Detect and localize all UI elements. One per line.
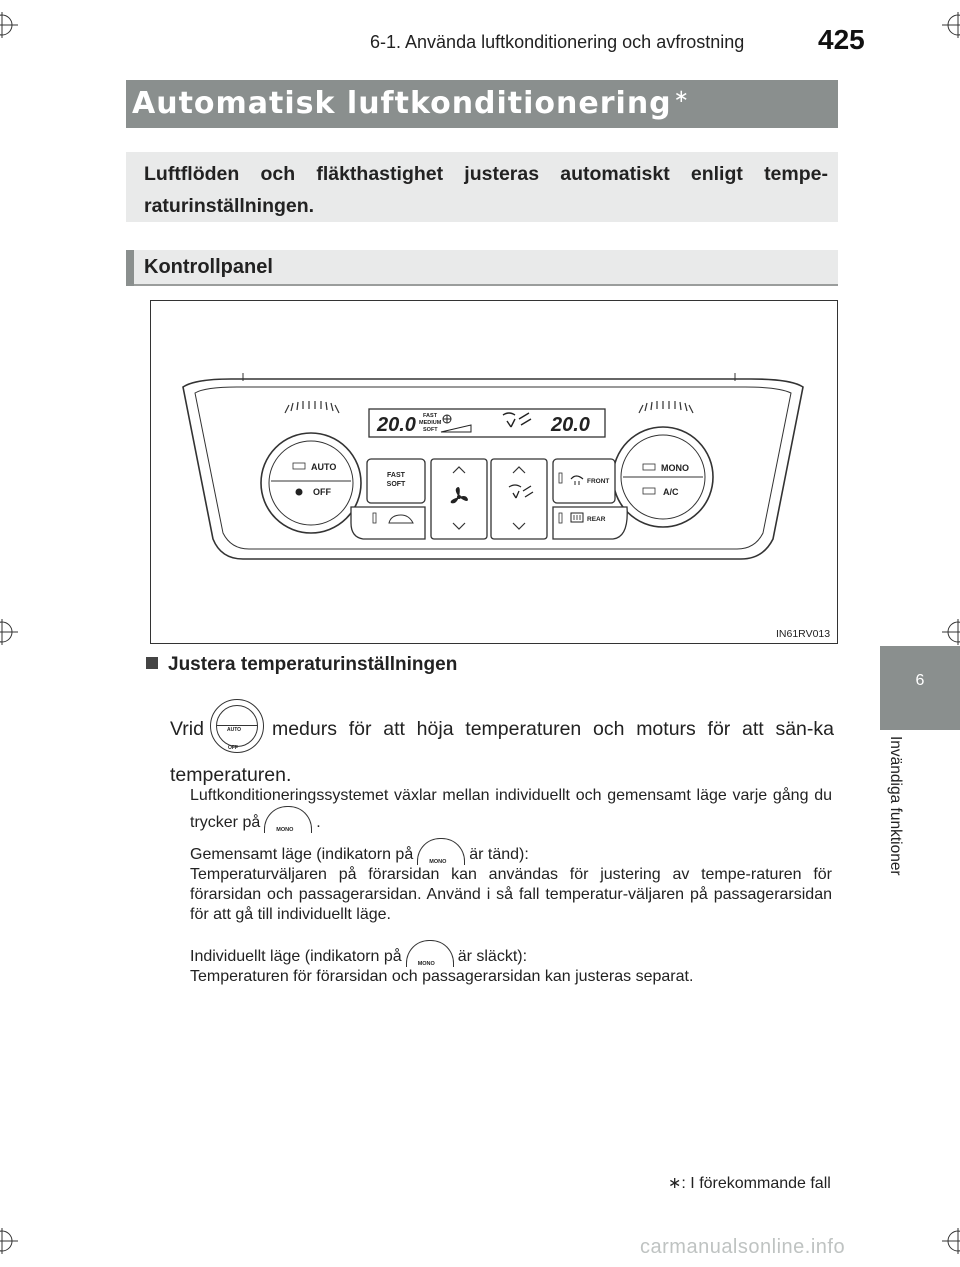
chapter-number: 6 [915,672,925,689]
crop-mark-mid-left [0,617,28,647]
mono-ac-knob [613,427,713,527]
note-individual-mode-title: Individuellt läge (indikatorn på [190,948,402,965]
page-title-text: Automatisk luftkonditionering [132,86,672,121]
instruction-text-after: medurs för att höja temperaturen och moturs för att sän-ka temperaturen. [170,718,834,786]
control-panel-figure [150,300,838,644]
note-individual-mode [190,940,832,987]
square-bullet-icon [146,657,158,669]
title-asterisk-mark: ∗ [673,86,690,107]
note-individual-mode-body: Temperaturen för förarsidan och passagerarsidan kan justeras separat. [190,968,694,985]
knob-label-mono: MONO [661,463,689,473]
page-number: 425 [818,24,865,55]
knob-icon-off-label: OFF [227,745,238,751]
display-temp-left: 20.0 [377,414,416,436]
instruction-paragraph [170,703,834,794]
mono-button-icon [417,838,465,865]
mono-button-icon-label: MONO [276,827,294,833]
mono-button-icon [406,940,454,967]
footnote: ∗: I förekommande fall [668,1175,831,1192]
display-speed-soft: SOFT [423,427,438,433]
note-mode-toggle-end: . [316,814,321,831]
knob-label-off: OFF [313,487,331,497]
control-panel-illustration [151,301,837,643]
knob-label-auto: AUTO [311,462,337,472]
knob-icon-auto-label: AUTO [226,727,242,733]
mono-button-icon [264,806,312,833]
mono-button-icon-label: MONO [429,859,447,865]
auto-off-knob [261,433,361,533]
display-fan-icon [443,415,451,423]
auto-off-knob-icon [210,699,264,753]
rear-defrost-label: REAR [587,516,606,523]
note-common-mode-body: Temperaturväljaren på förarsidan kan användas för justering av tempe-raturen för förarsidan och passagerarsidan. Använd i så fall temperatur-väljaren på passagerarsidan för att gå till individuellt läge. [190,866,832,923]
note-common-mode-title-end: är tänd): [469,846,529,863]
watermark: carmanualsonline.info [640,1236,846,1258]
section-heading-text: Justera temperaturinställningen [168,654,458,675]
display-speed-fast: FAST [423,413,438,419]
front-defrost-label: FRONT [587,478,610,485]
display-speed-medium: MEDIUM [419,420,442,426]
page-title [132,86,690,121]
instruction-text-before: Vrid [170,718,204,741]
fast-button-label: FAST [387,472,405,479]
soft-button-label: SOFT [386,481,406,488]
crop-mark-bottom-right [932,1226,960,1256]
note-common-mode [190,838,832,925]
figure-code: IN61RV013 [776,628,831,640]
note-mode-toggle [190,786,832,833]
intro-text: Luftflöden och fläkthastighet justeras automatiskt enligt tempe-raturinställningen. [144,163,828,217]
crop-mark-top-left [0,10,28,40]
section-heading [146,654,457,676]
crop-mark-top-right [932,10,960,40]
chapter-label: Invändiga funktioner [887,736,904,876]
knob-label-ac: A/C [663,487,679,497]
note-common-mode-title: Gemensamt läge (indikatorn på [190,846,414,863]
mono-button-icon-label: MONO [417,961,435,967]
display-temp-right: 20.0 [551,414,590,436]
note-individual-mode-title-end: är släckt): [457,948,528,965]
crop-mark-mid-right [932,617,960,647]
crop-mark-bottom-left [0,1226,28,1256]
subsection-accent [126,250,134,286]
section-header: 6-1. Använda luftkonditionering och avfrostning [370,32,745,52]
subsection-title: Kontrollpanel [144,256,273,278]
note-mode-toggle-text: Luftkonditioneringssystemet växlar mellan individuellt och gemensamt läge varje gång du trycker på [190,787,832,831]
